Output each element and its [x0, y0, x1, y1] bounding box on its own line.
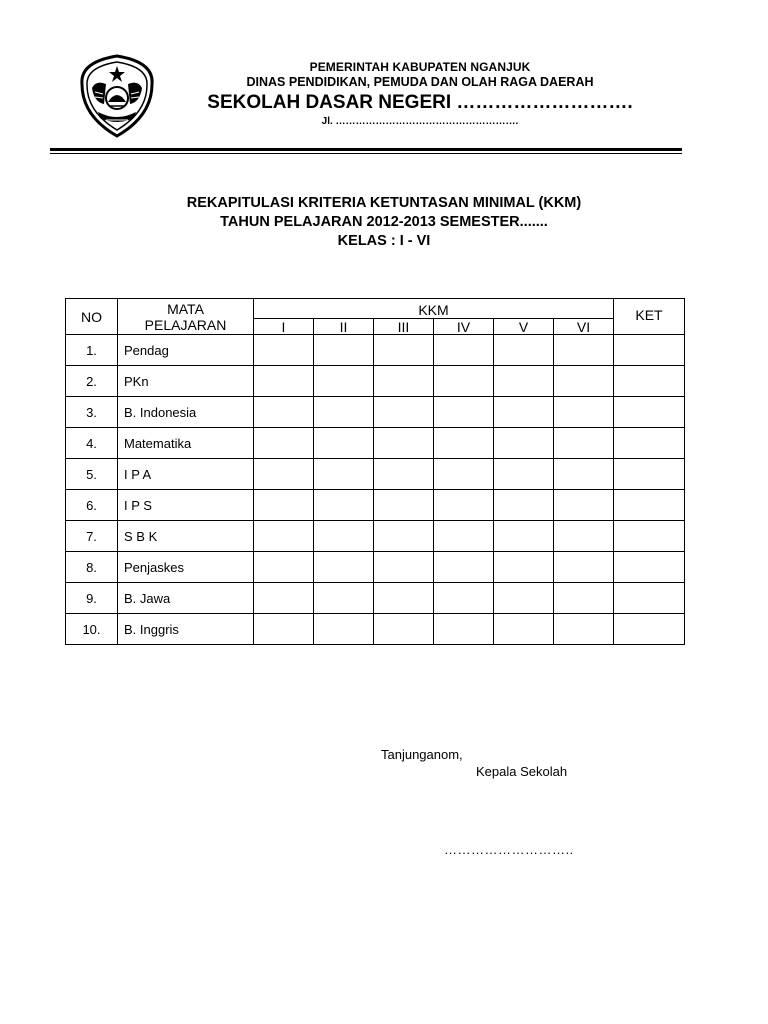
kkm-cell-grade-6	[554, 614, 614, 645]
ket-cell	[614, 552, 685, 583]
table-row	[66, 552, 685, 583]
kkm-cell-grade-2	[314, 521, 374, 552]
kkm-cell-grade-5	[494, 552, 554, 583]
kkm-cell-grade-4	[434, 614, 494, 645]
kkm-cell-grade-2	[314, 583, 374, 614]
row-subject: Penjaskes	[118, 552, 254, 583]
kkm-cell-grade-3	[374, 428, 434, 459]
kkm-cell-grade-1	[254, 521, 314, 552]
ket-cell	[614, 335, 685, 366]
table-row	[66, 614, 685, 645]
kkm-cell-grade-6	[554, 490, 614, 521]
kkm-cell-grade-4	[434, 428, 494, 459]
header-grade-1: I	[254, 319, 314, 335]
row-number: 4.	[66, 428, 118, 459]
ket-cell	[614, 521, 685, 552]
header-kkm: KKM	[254, 299, 614, 319]
table-row	[66, 583, 685, 614]
kkm-cell-grade-6	[554, 428, 614, 459]
document-subtitle-year: TAHUN PELAJARAN 2012-2013 SEMESTER.......	[220, 214, 548, 230]
kkm-cell-grade-4	[434, 335, 494, 366]
header-subject-label: MATA PELAJARAN	[144, 300, 227, 333]
kkm-cell-grade-3	[374, 490, 434, 521]
kkm-cell-grade-1	[254, 459, 314, 490]
kkm-cell-grade-5	[494, 459, 554, 490]
header-no: NO	[66, 299, 118, 335]
table-row	[66, 459, 685, 490]
document-title: REKAPITULASI KRITERIA KETUNTASAN MINIMAL (KKM)	[186, 195, 582, 211]
kkm-cell-grade-3	[374, 397, 434, 428]
kkm-cell-grade-1	[254, 583, 314, 614]
kkm-cell-grade-4	[434, 490, 494, 521]
kkm-cell-grade-1	[254, 335, 314, 366]
letterhead-divider-thin	[50, 153, 682, 154]
header-grade-2: II	[314, 319, 374, 335]
row-number: 10.	[66, 614, 118, 645]
table-row	[66, 521, 685, 552]
kkm-cell-grade-1	[254, 490, 314, 521]
ket-cell	[614, 490, 685, 521]
kkm-cell-grade-4	[434, 552, 494, 583]
kkm-cell-grade-5	[494, 490, 554, 521]
signature-name-line: ………………………..	[444, 842, 574, 857]
kkm-cell-grade-3	[374, 552, 434, 583]
row-number: 2.	[66, 366, 118, 397]
row-subject: I P S	[118, 490, 254, 521]
letterhead-school-name: SEKOLAH DASAR NEGERI ……………………….	[207, 92, 633, 113]
signature-place: Tanjunganom,	[381, 747, 463, 762]
kkm-cell-grade-3	[374, 335, 434, 366]
kkm-cell-grade-4	[434, 583, 494, 614]
ket-cell	[614, 583, 685, 614]
table-row	[66, 428, 685, 459]
row-number: 5.	[66, 459, 118, 490]
kkm-table-body	[66, 335, 685, 645]
regency-emblem-logo	[76, 54, 158, 138]
header-subject	[118, 299, 254, 335]
ket-cell	[614, 614, 685, 645]
row-number: 7.	[66, 521, 118, 552]
kkm-cell-grade-2	[314, 459, 374, 490]
kkm-cell-grade-2	[314, 366, 374, 397]
kkm-cell-grade-2	[314, 428, 374, 459]
kkm-cell-grade-6	[554, 397, 614, 428]
letterhead-address: Jl. ……………………………………………….	[321, 116, 519, 127]
kkm-table	[65, 298, 685, 645]
kkm-cell-grade-1	[254, 614, 314, 645]
kkm-cell-grade-6	[554, 366, 614, 397]
header-grade-4: IV	[434, 319, 494, 335]
row-subject: I P A	[118, 459, 254, 490]
kkm-cell-grade-5	[494, 521, 554, 552]
kkm-cell-grade-2	[314, 335, 374, 366]
kkm-cell-grade-2	[314, 614, 374, 645]
row-number: 8.	[66, 552, 118, 583]
header-grade-6: VI	[554, 319, 614, 335]
kkm-cell-grade-6	[554, 335, 614, 366]
table-row	[66, 366, 685, 397]
kkm-cell-grade-5	[494, 583, 554, 614]
kkm-cell-grade-2	[314, 397, 374, 428]
row-subject: Matematika	[118, 428, 254, 459]
row-number: 9.	[66, 583, 118, 614]
kkm-cell-grade-5	[494, 366, 554, 397]
row-subject: B. Inggris	[118, 614, 254, 645]
kkm-cell-grade-1	[254, 428, 314, 459]
letterhead-government: PEMERINTAH KABUPATEN NGANJUK	[309, 60, 531, 74]
document-subtitle-class: KELAS : I - VI	[337, 233, 431, 249]
kkm-cell-grade-4	[434, 397, 494, 428]
table-row	[66, 490, 685, 521]
kkm-cell-grade-4	[434, 459, 494, 490]
kkm-cell-grade-1	[254, 397, 314, 428]
table-row	[66, 335, 685, 366]
ket-cell	[614, 428, 685, 459]
row-subject: B. Jawa	[118, 583, 254, 614]
kkm-cell-grade-5	[494, 428, 554, 459]
ket-cell	[614, 366, 685, 397]
kkm-cell-grade-3	[374, 614, 434, 645]
kkm-cell-grade-3	[374, 459, 434, 490]
row-number: 6.	[66, 490, 118, 521]
kkm-cell-grade-4	[434, 366, 494, 397]
kkm-cell-grade-3	[374, 521, 434, 552]
kkm-cell-grade-1	[254, 366, 314, 397]
header-grade-5: V	[494, 319, 554, 335]
row-number: 3.	[66, 397, 118, 428]
ket-cell	[614, 459, 685, 490]
header-grade-3: III	[374, 319, 434, 335]
row-subject: Pendag	[118, 335, 254, 366]
kkm-cell-grade-4	[434, 521, 494, 552]
kkm-cell-grade-5	[494, 614, 554, 645]
kkm-cell-grade-3	[374, 583, 434, 614]
row-subject: B. Indonesia	[118, 397, 254, 428]
kkm-cell-grade-6	[554, 552, 614, 583]
kkm-cell-grade-6	[554, 583, 614, 614]
letterhead-divider-thick	[50, 148, 682, 151]
kkm-cell-grade-5	[494, 397, 554, 428]
row-number: 1.	[66, 335, 118, 366]
kkm-cell-grade-1	[254, 552, 314, 583]
row-subject: PKn	[118, 366, 254, 397]
ket-cell	[614, 397, 685, 428]
kkm-cell-grade-3	[374, 366, 434, 397]
kkm-cell-grade-2	[314, 490, 374, 521]
table-row	[66, 397, 685, 428]
header-ket: KET	[614, 299, 685, 335]
kkm-cell-grade-5	[494, 335, 554, 366]
kkm-cell-grade-6	[554, 521, 614, 552]
kkm-cell-grade-2	[314, 552, 374, 583]
row-subject: S B K	[118, 521, 254, 552]
letterhead-department: DINAS PENDIDIKAN, PEMUDA DAN OLAH RAGA DAERAH	[246, 75, 594, 89]
kkm-cell-grade-6	[554, 459, 614, 490]
signature-role: Kepala Sekolah	[476, 764, 568, 779]
